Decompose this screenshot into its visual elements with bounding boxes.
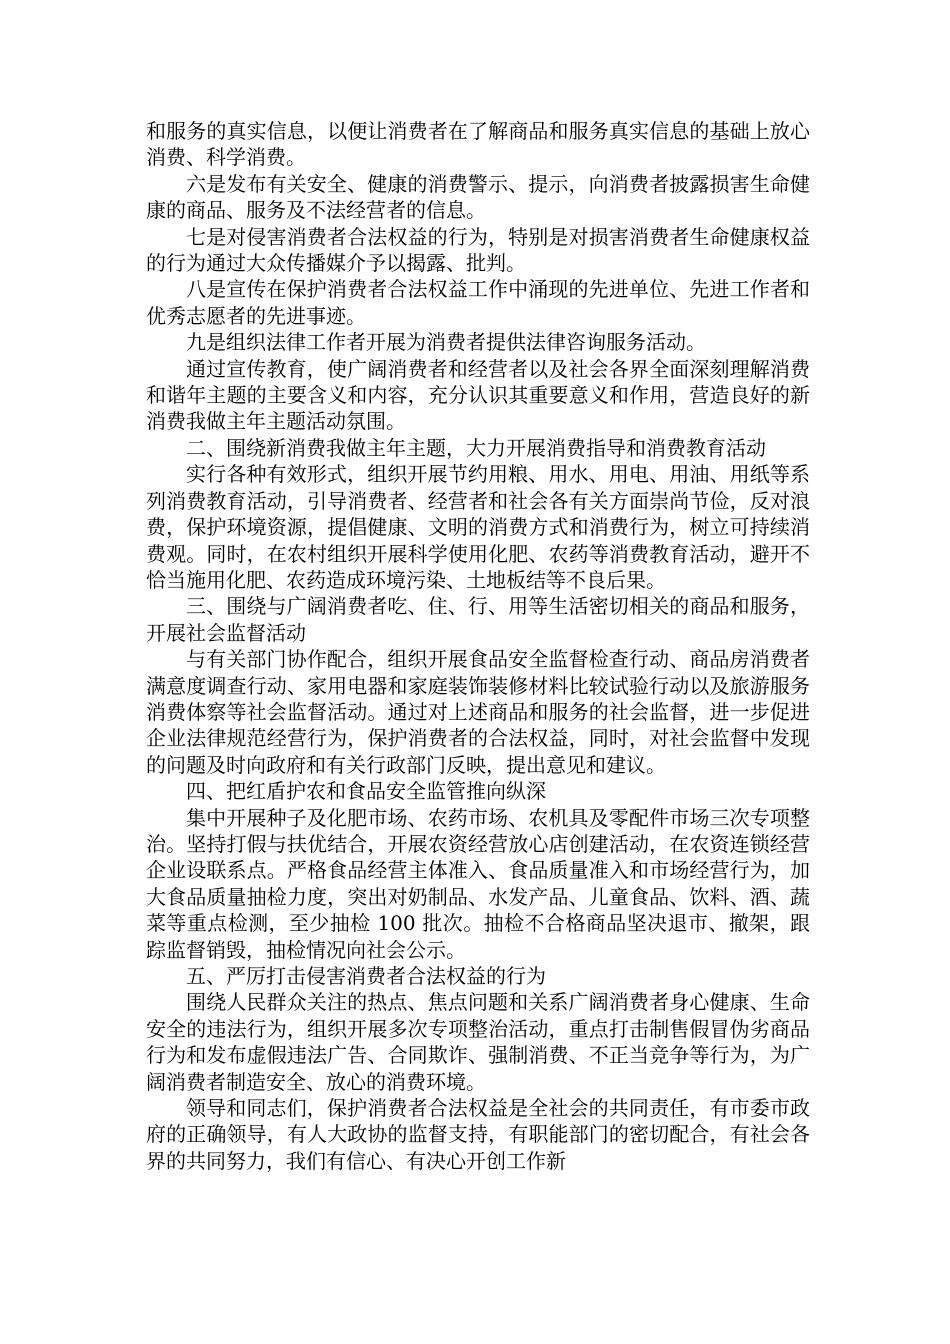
paragraph: 九是组织法律工作者开展为消费者提供法律咨询服务活动。 [186, 330, 706, 355]
paragraph: 与有关部门协作配合，组织开展食品安全监督检查行动、商品房消费者满意度调查行动、家用电器和家庭装饰装修材料比较试验行动以及旅游服务消费体察等社会监督活动。通过对上述商品和服务的社会监督，进一步促进企业法律规范经营行为，保护消费者的合法权益，同时，对社会监督中发现的问题及时向政府和有关行政部门反映，提出意见和建议。 [146, 647, 810, 777]
paragraph: 八是宣传在保护消费者合法权益工作中涌现的先进单位、先进工作者和优秀志愿者的先进事迹。 [146, 277, 810, 328]
paragraph: 六是发布有关安全、健康的消费警示、提示，向消费者披露损害生命健康的商品、服务及不法经营者的信息。 [146, 171, 810, 223]
paragraph: 通过宣传教育，使广阔消费者和经营者以及社会各界全面深刻理解消费和谐年主题的主要含义和内容，充分认识其重要意义和作用，营造良好的新消费我做主年主题活动氛围。 [146, 356, 810, 434]
section-heading: 三、围绕与广阔消费者吃、住、行、用等生活密切相关的商品和服务，开展社会监督活动 [146, 594, 810, 645]
paragraph: 七是对侵害消费者合法权益的行为，特别是对损害消费者生命健康权益的行为通过大众传播媒介予以揭露、批判。 [146, 224, 810, 276]
paragraph: 集中开展种子及化肥市场、农药市场、农机具及零配件市场三次专项整治。坚持打假与扶优结合，开展农资经营放心店创建活动，在农资连锁经营企业设联系点。严格食品经营主体准入、食品质量准入和市场经营行为，加大食品质量抽检力度，突出对奶制品、水发产品、儿童食品、饮料、酒、蔬菜等重点检测，至少抽检 100 批次。抽检不合格商品坚决退市、撤架，跟踪监督销毁，抽检情况向社会公示。 [146, 805, 810, 962]
document-body [146, 118, 810, 1174]
section-heading: 四、把红盾护农和食品安全监管推向纵深 [186, 779, 546, 804]
paragraph: 和服务的真实信息，以便让消费者在了解商品和服务真实信息的基础上放心消费、科学消费。 [146, 119, 810, 170]
section-heading: 五、严厉打击侵害消费者合法权益的行为 [186, 964, 546, 988]
paragraph: 领导和同志们，保护消费者合法权益是全社会的共同责任，有市委市政府的正确领导，有人大政协的监督支持，有职能部门的密切配合，有社会各界的共同努力，我们有信心、有决心开创工作新 [146, 1096, 810, 1173]
paragraph: 围绕人民群众关注的热点、焦点问题和关系广阔消费者身心健康、生命安全的违法行为，组织开展多次专项整治活动，重点打击制售假冒伪劣商品行为和发布虚假违法广告、合同欺诈、强制消费、不正当竞争等行为，为广阔消费者制造安全、放心的消费环境。 [146, 990, 810, 1094]
section-heading: 二、围绕新消费我做主年主题，大力开展消费指导和消费教育活动 [186, 435, 766, 460]
paragraph: 实行各种有效形式，组织开展节约用粮、用水、用电、用油、用纸等系列消费教育活动，引导消费者、经营者和社会各有关方面崇尚节俭，反对浪费，保护环境资源，提倡健康、文明的消费方式和消费行为，树立可持续消费观。同时，在农村组织开展科学使用化肥、农药等消费教育活动，避开不恰当施用化肥、农药造成环境污染、土地板结等不良后果。 [146, 462, 810, 592]
